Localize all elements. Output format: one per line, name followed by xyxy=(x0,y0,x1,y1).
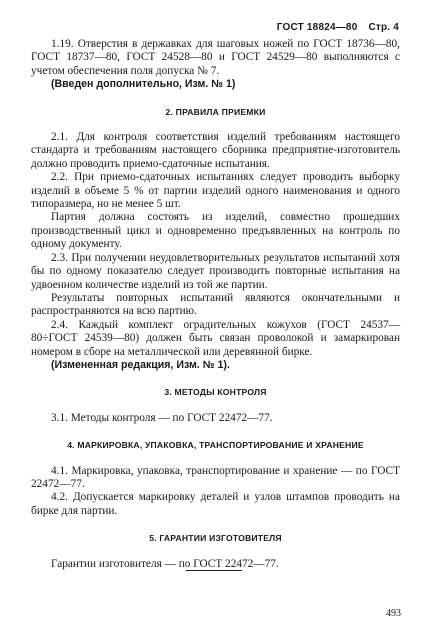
clause-2-3-results: Результаты повторных испытаний являются окончательными и распространяются на всю партию. xyxy=(31,291,400,318)
clause-2-2-batch: Партия должна состоять из изделий, совместно прошедших производственный цикл и одновременно предъявленных на контроль по одному документу. xyxy=(31,211,400,251)
amendment-note: (Измененная редакция, Изм. № 1). xyxy=(51,358,230,371)
clause-2-4: 2.4. Каждый комплект оградительных кожухов (ГОСТ 24537—80÷ГОСТ 24539—80) должен быть связан проволокой и замаркирован номером в сборе на металлической или деревянной бирке. xyxy=(31,318,400,358)
section-3-title: 3. МЕТОДЫ КОНТРОЛЯ xyxy=(164,387,267,398)
document-body xyxy=(31,38,400,571)
clause-4-1: 4.1. Маркировка, упаковка, транспортирование и хранение — по ГОСТ 22472—77. xyxy=(31,464,400,490)
page-number: 493 xyxy=(386,608,401,619)
section-2-title: 2. ПРАВИЛА ПРИЕМКИ xyxy=(165,106,266,117)
clause-2-1: 2.1. Для контроля соответствия изделий требованиям настоящего стандарта и требованиям настоящего сборника предприятие-изготовитель должно проводить приемо-сдаточные испытания. xyxy=(31,131,400,170)
page-header xyxy=(277,22,399,33)
page-label: Стр. 4 xyxy=(368,22,399,33)
amendment-note: (Введен дополнительно, Изм. № 1) xyxy=(51,78,236,91)
clause-2-3: 2.3. При получении неудовлетворительных результатов испытаний хотя бы по одному показателю следует производить повторные испытания на удвоенном количестве изделий из той же партии. xyxy=(31,251,400,291)
section-5-text: Гарантии изготовителя — по ГОСТ 22472—77. xyxy=(51,557,279,570)
standard-number: ГОСТ 18824—80 xyxy=(276,22,358,33)
section-4-title: 4. МАРКИРОВКА, УПАКОВКА, ТРАНСПОРТИРОВАНИЕ И ХРАНЕНИЕ xyxy=(67,440,364,451)
end-divider xyxy=(186,570,242,571)
clause-3-1: 3.1. Методы контроля — по ГОСТ 22472—77. xyxy=(51,411,273,424)
clause-2-2: 2.2. При приемо-сдаточных испытаниях следует проводить выборку изделий в объеме 5 % от партии изделий одного наименования и одного типоразмера, но не менее 5 шт. xyxy=(31,171,400,211)
clause-1-19: 1.19. Отверстия в державках для шаговых ножей по ГОСТ 18736—80, ГОСТ 18737—80, ГОСТ 24528—80 и ГОСТ 24529—80 выполняются с учетом обеспечения поля допуска № 7. xyxy=(31,38,400,77)
section-5-title: 5. ГАРАНТИИ ИЗГОТОВИТЕЛЯ xyxy=(149,533,282,544)
clause-4-2: 4.2. Допускается маркировку деталей и узлов штампов проводить на бирке для партии. xyxy=(31,491,400,517)
